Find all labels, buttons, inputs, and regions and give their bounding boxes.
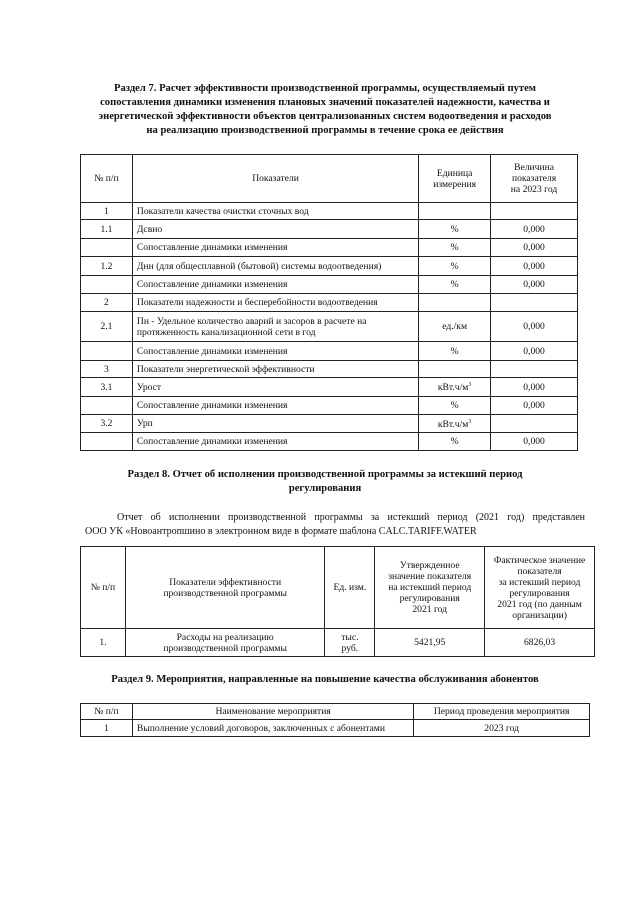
table-row: 1. Расходы на реализацию производственной программы тыс. руб. 5421,95 6826,03 bbox=[81, 629, 595, 657]
header-indicator: Показатели bbox=[132, 155, 418, 203]
table-row: Сопоставление динамики изменения % 0,000 bbox=[81, 276, 578, 294]
table-row: 1.1 Дсвно % 0,000 bbox=[81, 220, 578, 239]
table-row: 1 Показатели качества очистки сточных вод bbox=[81, 203, 578, 220]
table-row: Сопоставление динамики изменения % 0,000 bbox=[81, 433, 578, 451]
section9-title: Раздел 9. Мероприятия, направленные на повышение качества обслуживания абонентов bbox=[111, 674, 539, 685]
table-row: Сопоставление динамики изменения % 0,000 bbox=[81, 239, 578, 257]
section7-table bbox=[80, 154, 578, 451]
table-row: 3.1 Урост $кВт.ч/м^3$ 0,000 bbox=[81, 378, 578, 397]
section8-title: Раздел 8. Отчет об исполнении производственной программы за истекший период регулирования bbox=[127, 469, 523, 494]
header-value: Величина показателя на 2023 год bbox=[491, 155, 578, 203]
table-row: 2 Показатели надежности и бесперебойности водоотведения bbox=[81, 294, 578, 312]
table-header-row: № п/п Наименование мероприятия Период проведения мероприятия bbox=[81, 704, 590, 720]
table-row: Сопоставление динамики изменения % 0,000 bbox=[81, 397, 578, 415]
header-unit: Единица измерения bbox=[419, 155, 491, 203]
section7-title: Раздел 7. Расчет эффективности производственной программы, осуществляемый путем сопоставления динамики изменения плановых значений показателей надежности, качества и энергетической эффективности объектов централизованных систем водоотведения и расходов на реализацию производственной программы в течение срока ее действия bbox=[98, 83, 552, 136]
section9-table bbox=[80, 703, 590, 737]
table-row: 3.2 Урп $кВт.ч/м^3$ bbox=[81, 415, 578, 433]
header-num: № п/п bbox=[81, 155, 133, 203]
table-row: 2.1 Пн - Удельное количество аварий и засоров в расчете на протяженность канализационной сети в год ед./км 0,000 bbox=[81, 312, 578, 342]
table-row: 1 Выполнение условий договоров, заключенных с абонентами 2023 год bbox=[81, 720, 590, 737]
table-row: 3 Показатели энергетической эффективности bbox=[81, 361, 578, 378]
table-row: 1.2 Днн (для общесплавной (бытовой) системы водоотведения) % 0,000 bbox=[81, 257, 578, 276]
table-header-row: № п/п Показатели эффективности производственной программы Ед. изм. Утвержденное значение показателя на истекший период регулирования 2021 год Фактическое значение показателя за истекший период регулирования 2021 год (по данным организации) bbox=[81, 547, 595, 629]
section8-paragraph: Отчет об исполнении производственной программы за истекший период (2021 год) представлен ООО УК «Новоантропшино в электронном виде в формате шаблона CALC.TARIFF.WATER bbox=[85, 512, 585, 537]
table-row: Сопоставление динамики изменения % 0,000 bbox=[81, 342, 578, 361]
table-header-row bbox=[81, 155, 578, 203]
section8-table bbox=[80, 546, 595, 657]
